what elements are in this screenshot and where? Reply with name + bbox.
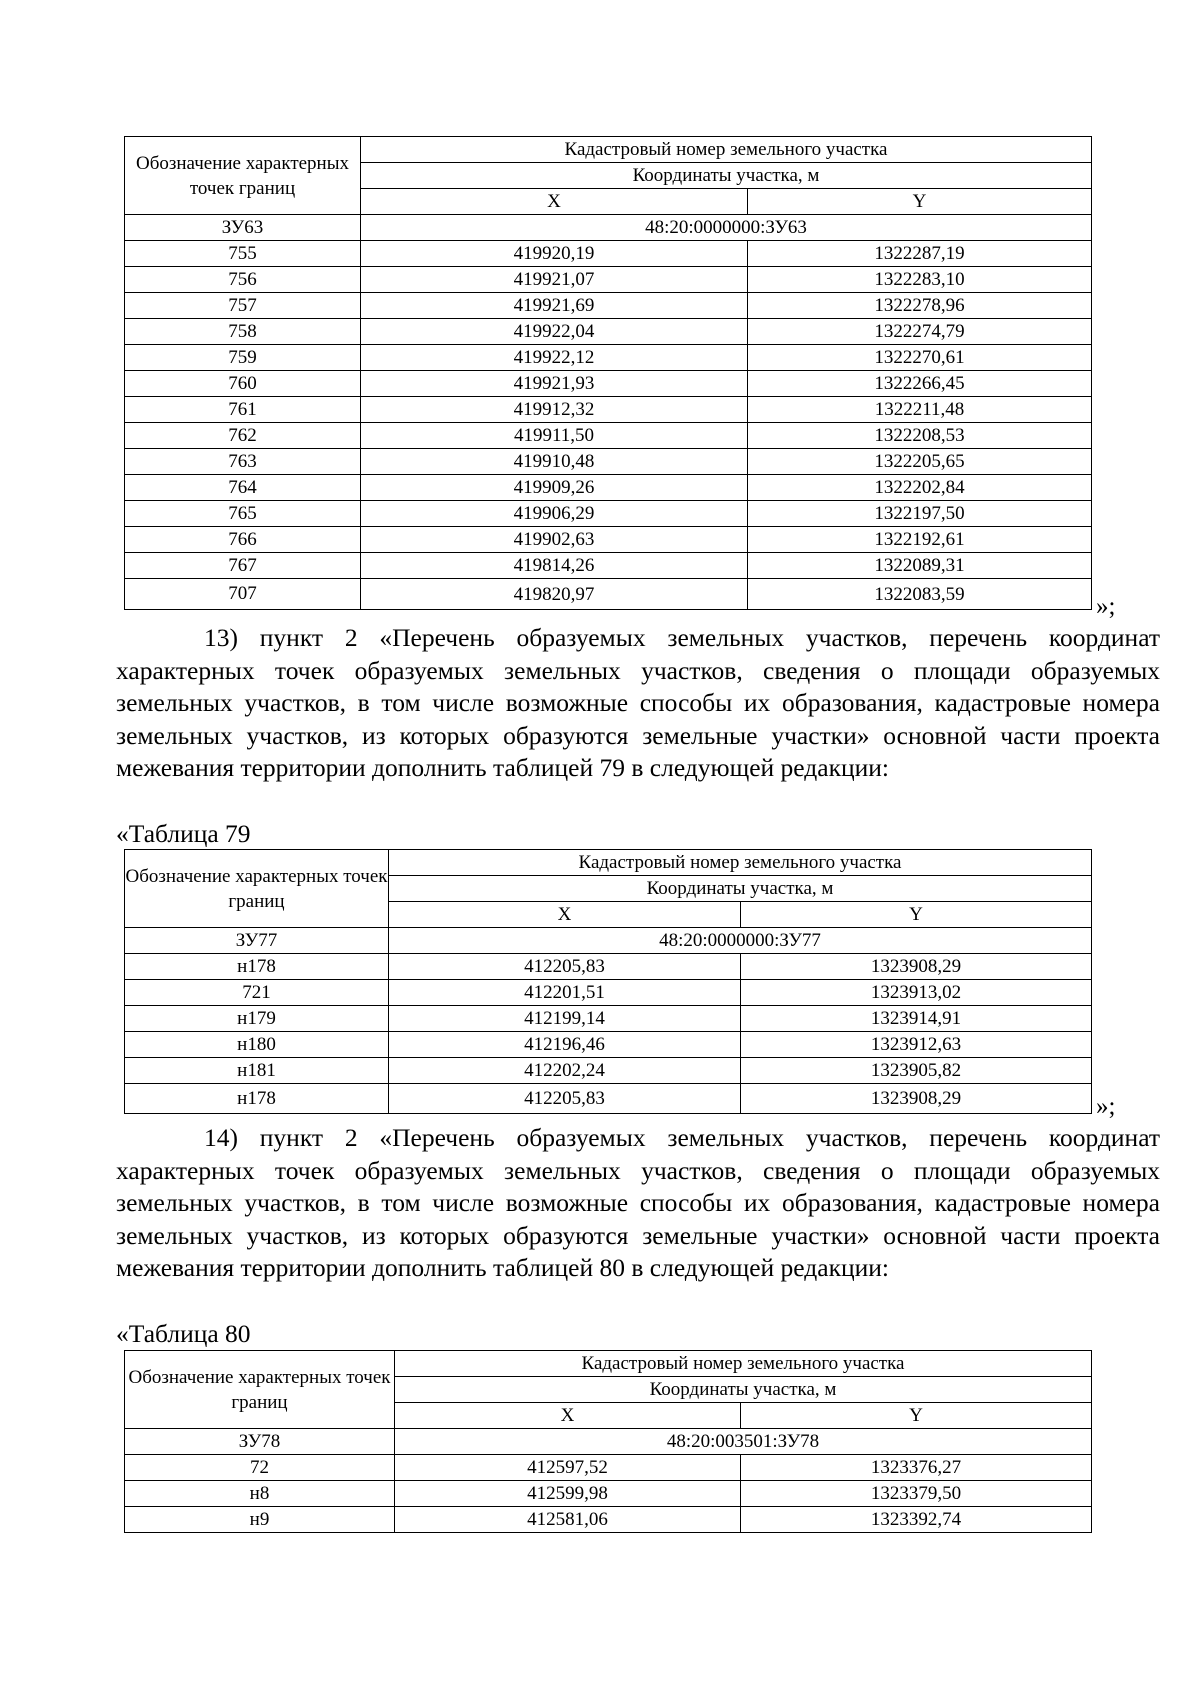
table-row <box>125 527 1092 553</box>
point-cell: н9 <box>125 1507 395 1533</box>
y-cell: 1323379,50 <box>741 1481 1092 1507</box>
x-cell: 412202,24 <box>389 1058 741 1084</box>
table-row <box>125 423 1092 449</box>
header-point-designation: Обозначение характерных точек границ <box>125 850 389 928</box>
plot-cadastral-number: 48:20:003501:ЗУ78 <box>395 1429 1092 1455</box>
plot-cadastral-number: 48:20:0000000:ЗУ77 <box>389 928 1092 954</box>
point-cell: 762 <box>125 423 361 449</box>
header-x: X <box>389 902 741 928</box>
table-row <box>125 241 1092 267</box>
table-row <box>125 1058 1092 1084</box>
y-cell: 1323908,29 <box>741 1084 1092 1114</box>
table-caption-79: «Таблица 79 <box>116 819 251 848</box>
y-cell: 1323912,63 <box>741 1032 1092 1058</box>
x-cell: 419920,19 <box>361 241 748 267</box>
x-cell: 412597,52 <box>395 1455 741 1481</box>
table-row <box>125 1084 1092 1114</box>
x-cell: 412599,98 <box>395 1481 741 1507</box>
y-cell: 1322205,65 <box>748 449 1092 475</box>
point-cell: 767 <box>125 553 361 579</box>
point-cell: н180 <box>125 1032 389 1058</box>
x-cell: 419922,12 <box>361 345 748 371</box>
y-cell: 1323914,91 <box>741 1006 1092 1032</box>
header-cadastral-number: Кадастровый номер земельного участка <box>395 1351 1092 1377</box>
header-coordinates: Координаты участка, м <box>395 1377 1092 1403</box>
table-row <box>125 293 1092 319</box>
header-y: Y <box>748 189 1092 215</box>
y-cell: 1322266,45 <box>748 371 1092 397</box>
table-closing-mark: »; <box>1096 593 1116 620</box>
y-cell: 1322208,53 <box>748 423 1092 449</box>
y-cell: 1322089,31 <box>748 553 1092 579</box>
header-cadastral-number: Кадастровый номер земельного участка <box>361 137 1092 163</box>
header-x: X <box>361 189 748 215</box>
table-caption-80: «Таблица 80 <box>116 1319 251 1348</box>
table-row <box>125 345 1092 371</box>
table-row <box>125 1006 1092 1032</box>
coordinates-table-zu78 <box>124 1350 1092 1533</box>
header-point-designation: Обозначение характерных точек границ <box>125 1351 395 1429</box>
point-cell: н181 <box>125 1058 389 1084</box>
point-cell: н179 <box>125 1006 389 1032</box>
point-cell: 721 <box>125 980 389 1006</box>
point-cell: 760 <box>125 371 361 397</box>
header-x: X <box>395 1403 741 1429</box>
x-cell: 419921,93 <box>361 371 748 397</box>
y-cell: 1323908,29 <box>741 954 1092 980</box>
point-cell: 764 <box>125 475 361 501</box>
table-row <box>125 501 1092 527</box>
x-cell: 412199,14 <box>389 1006 741 1032</box>
y-cell: 1322202,84 <box>748 475 1092 501</box>
point-cell: 759 <box>125 345 361 371</box>
plot-cadastral-number: 48:20:0000000:ЗУ63 <box>361 215 1092 241</box>
y-cell: 1323392,74 <box>741 1507 1092 1533</box>
x-cell: 412581,06 <box>395 1507 741 1533</box>
y-cell: 1322083,59 <box>748 579 1092 610</box>
table-row <box>125 1032 1092 1058</box>
table-row <box>125 319 1092 345</box>
x-cell: 419906,29 <box>361 501 748 527</box>
x-cell: 419911,50 <box>361 423 748 449</box>
header-coordinates: Координаты участка, м <box>361 163 1092 189</box>
point-cell: 756 <box>125 267 361 293</box>
x-cell: 419814,26 <box>361 553 748 579</box>
point-cell: 72 <box>125 1455 395 1481</box>
table-row <box>125 397 1092 423</box>
point-cell: 757 <box>125 293 361 319</box>
point-cell: 755 <box>125 241 361 267</box>
point-cell: 766 <box>125 527 361 553</box>
table-row <box>125 553 1092 579</box>
x-cell: 412196,46 <box>389 1032 741 1058</box>
header-cadastral-number: Кадастровый номер земельного участка <box>389 850 1092 876</box>
point-cell: н8 <box>125 1481 395 1507</box>
x-cell: 419909,26 <box>361 475 748 501</box>
x-cell: 419921,69 <box>361 293 748 319</box>
table-row <box>125 1481 1092 1507</box>
plot-designation: ЗУ78 <box>125 1429 395 1455</box>
table-row <box>125 1455 1092 1481</box>
point-cell: 707 <box>125 579 361 610</box>
table-row <box>125 449 1092 475</box>
header-coordinates: Координаты участка, м <box>389 876 1092 902</box>
coordinates-table-zu77 <box>124 849 1092 1114</box>
paragraph-item-14: 14) пункт 2 «Перечень образуемых земельных участков, перечень координат характерных точек образуемых земельных участков, сведения о площади образуемых земельных участков, в том числе возможные способы их образования, кадастровые номера земельных участков, из которых образуются земельные участки» основной части проекта межевания территории дополнить таблицей 80 в следующей редакции: <box>116 1123 1160 1282</box>
point-cell: н178 <box>125 954 389 980</box>
y-cell: 1322192,61 <box>748 527 1092 553</box>
y-cell: 1322274,79 <box>748 319 1092 345</box>
x-cell: 412205,83 <box>389 954 741 980</box>
y-cell: 1323376,27 <box>741 1455 1092 1481</box>
table-row <box>125 371 1092 397</box>
y-cell: 1323913,02 <box>741 980 1092 1006</box>
table-closing-mark: »; <box>1096 1093 1116 1120</box>
x-cell: 412201,51 <box>389 980 741 1006</box>
x-cell: 419910,48 <box>361 449 748 475</box>
table-row <box>125 980 1092 1006</box>
y-cell: 1322197,50 <box>748 501 1092 527</box>
x-cell: 419921,07 <box>361 267 748 293</box>
y-cell: 1322270,61 <box>748 345 1092 371</box>
x-cell: 419902,63 <box>361 527 748 553</box>
point-cell: 763 <box>125 449 361 475</box>
table-row <box>125 954 1092 980</box>
y-cell: 1322211,48 <box>748 397 1092 423</box>
y-cell: 1322283,10 <box>748 267 1092 293</box>
table-row <box>125 267 1092 293</box>
x-cell: 419922,04 <box>361 319 748 345</box>
header-y: Y <box>741 1403 1092 1429</box>
plot-designation: ЗУ63 <box>125 215 361 241</box>
header-point-designation: Обозначение характерных точек границ <box>125 137 361 215</box>
paragraph-item-13: 13) пункт 2 «Перечень образуемых земельных участков, перечень координат характерных точек образуемых земельных участков, сведения о площади образуемых земельных участков, в том числе возможные способы их образования, кадастровые номера земельных участков, из которых образуются земельные участки» основной части проекта межевания территории дополнить таблицей 79 в следующей редакции: <box>116 623 1160 782</box>
point-cell: 758 <box>125 319 361 345</box>
point-cell: н178 <box>125 1084 389 1114</box>
x-cell: 419820,97 <box>361 579 748 610</box>
coordinates-table-zu63 <box>124 136 1092 610</box>
y-cell: 1322287,19 <box>748 241 1092 267</box>
point-cell: 761 <box>125 397 361 423</box>
table-row <box>125 1507 1092 1533</box>
x-cell: 419912,32 <box>361 397 748 423</box>
x-cell: 412205,83 <box>389 1084 741 1114</box>
point-cell: 765 <box>125 501 361 527</box>
header-y: Y <box>741 902 1092 928</box>
table-row <box>125 579 1092 610</box>
y-cell: 1323905,82 <box>741 1058 1092 1084</box>
plot-designation: ЗУ77 <box>125 928 389 954</box>
y-cell: 1322278,96 <box>748 293 1092 319</box>
table-row <box>125 475 1092 501</box>
